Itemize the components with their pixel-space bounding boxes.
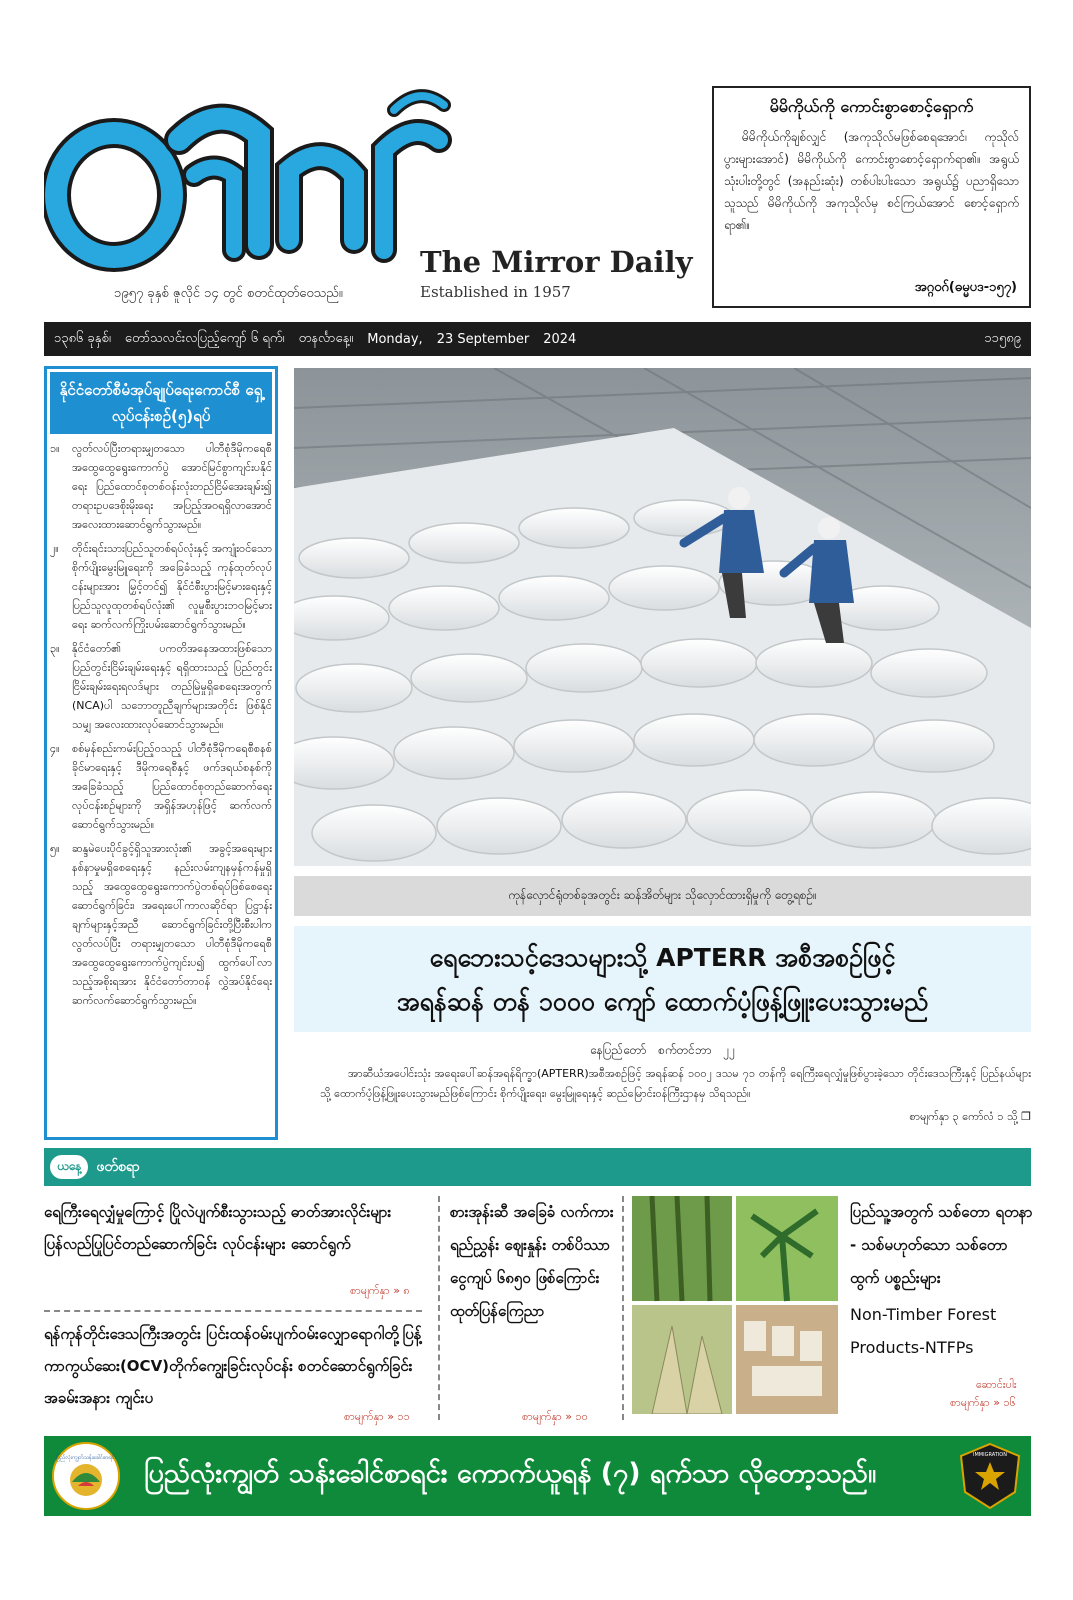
census-banner xyxy=(44,1436,1031,1516)
objectives-header: နိုင်ငံတော်စီမံအုပ်ချုပ်ရေးကောင်စီ ရှေ့လုပ်ငန်းစဉ်(၅)ရပ် xyxy=(50,372,272,434)
page-reference[interactable]: စာမျက်နှာ » ၁၆ xyxy=(950,1396,1016,1409)
objective-item xyxy=(50,539,272,634)
objective-number: ၅။ xyxy=(50,842,60,855)
date-bar xyxy=(44,322,1031,356)
census-emblem-icon xyxy=(52,1442,120,1510)
objectives-box xyxy=(44,366,278,1140)
headline-line-1: ရေဘေးသင့်ဒေသများသို့ APTERR အစီအစဉ်ဖြင့် xyxy=(429,943,896,972)
byline-place: နေပြည်တော် xyxy=(589,1043,647,1057)
objective-number: ၁။ xyxy=(50,442,60,455)
rice-warehouse-photo xyxy=(294,368,1031,866)
year-en: 2024 xyxy=(543,331,577,347)
objective-item xyxy=(50,739,272,834)
day-mm: တနင်္လာနေ့။ xyxy=(298,330,354,346)
objective-item xyxy=(50,639,272,734)
month-mm: တော်သလင်းလပြည့်ကျော် ၆ ရက်၊ xyxy=(124,330,285,346)
paper-title-en: The Mirror Daily xyxy=(420,245,693,279)
objective-number: ၃။ xyxy=(50,642,60,655)
index-story-ocv-vaccine[interactable]: ရန်ကုန်တိုင်းဒေသကြီးအတွင်း ပြင်းထန်ဝမ်းပျက်ဝမ်းလျှောရောဂါတို့ပြန့်ကာကွယ်ဆေး(OCV)တိုက်ကျွေးခြင်းလုပ်ငန်း စတင်ဆောင်ရွက်ခြင်းအခမ်းအနား ကျင်းပ xyxy=(44,1325,422,1407)
byline-date: စက်တင်ဘာ xyxy=(658,1043,712,1057)
today-badge: ယနေ့ xyxy=(50,1155,88,1179)
objective-item xyxy=(50,439,272,534)
dashed-divider xyxy=(44,1310,422,1312)
forest-products-collage xyxy=(632,1196,838,1414)
objective-text: တိုင်းရင်းသားပြည်သူတစ်ရပ်လုံးနှင့် အကျုံးဝင်သော စိုက်ပျိုးမွေးမြူရေးကို အခြေခံသည့် ကုန်ထုတ်လုပ်ငန်းများအား မြှင့်တင်၍ နိုင်ငံစီးပွားမြင့်မားရေးနှင့် ပြည်သူလူထုတစ်ရပ်လုံး၏ လူမှုစီးပွားဘဝမြင့်မားရေး ဆက်လက်ကြိုးပမ်းဆောင်ရွက်သွားမည်။ xyxy=(72,542,272,631)
motto-body: မိမိကိုယ်ကိုချစ်လျှင် (အကုသိုလ်မဖြစ်စေရအောင်၊ ကုသိုလ်ပွားများအောင်) မိမိကိုယ်ကို ကောင်းစွာစောင့်ရှောက်ရာ၏။ အရွယ်သုံးပါးတို့တွင် (အနည်းဆုံး) တစ်ပါးပါးသော အရွယ်၌ ပညာရှိသော သူသည် မိမိကိုယ်ကို အကုသိုလ်မှ စင်ကြယ်အောင် စောင့်ရှောက်ရာ၏။ xyxy=(724,130,1019,232)
index-bar xyxy=(44,1148,1031,1186)
dashed-divider xyxy=(622,1196,624,1420)
masthead xyxy=(44,80,693,320)
objective-number: ၂။ xyxy=(50,542,59,555)
continued-link[interactable]: စာမျက်နှာ ၃ ကော်လံ ၁ သို့ ❐ xyxy=(909,1110,1031,1123)
objective-text: စစ်မှန်စည်းကမ်းပြည့်ဝသည့် ပါတီစုံဒီမိုကရေစီစနစ် ခိုင်မာရေးနှင့် ဒီမိုကရေစီနှင့် ဖက်ဒရယ်စနစ်ကို အခြေခံသည့် ပြည်ထောင်စုတည်ဆောက်ရေးလုပ်ငန်းစဉ်များကို အရှိန်အဟုန်ဖြင့် ဆက်လက်ဆောင်ရွက်သွားမည်။ xyxy=(72,742,272,831)
index-label: ဖတ်စရာ xyxy=(96,1158,140,1175)
index-story-power-lines[interactable]: ရေကြီးရေလျှံမှုကြောင့် ပြိုလဲပျက်စီးသွားသည့် ဓာတ်အားလိုင်းများ ပြန်လည်ပြုပြင်တည်ဆောက်ခြင်း လုပ်ငန်းများ ဆောင်ရွက် xyxy=(44,1203,392,1253)
lead-paragraph: အာဆီယံအပေါင်းသုံး အရေးပေါ်ဆန်အရန်ရိက္ခာ(APTERR)အစီအစဉ်ဖြင့် အရန်ဆန် ၁၀၀၂ ဒသမ ၇၁ တန်ကို ရေကြီးရေလျှံမှုဖြစ်ပွားခဲ့သော တိုင်းဒေသကြီးနှင့် ပြည်နယ်များသို့ ထောက်ပံ့ဖြန့်ဖြူးပေးသွားမည်ဖြစ်ကြောင်း စိုက်ပျိုးရေး၊ မွေးမြူရေးနှင့် ဆည်မြောင်းဝန်ကြီးဌာနမှ သိရသည်။ xyxy=(320,1067,1031,1100)
motto-title: မိမိကိုယ်ကို ကောင်းစွာစောင့်ရှောက် xyxy=(769,97,974,116)
page-reference[interactable]: စာမျက်နှာ » ၈ xyxy=(350,1284,410,1297)
byline-day: ၂၂ xyxy=(723,1043,736,1057)
left-emblem-text: ပြည်လုံးကျွတ်သန်းခေါင်စာရင်း xyxy=(56,1455,116,1461)
page-reference[interactable]: စာမျက်နှာ » ၁၁ xyxy=(344,1410,410,1423)
established-en: Established in 1957 xyxy=(420,283,571,301)
immigration-emblem-icon xyxy=(957,1442,1023,1510)
right-emblem-text: IMMIGRATION xyxy=(973,1452,1007,1458)
headline-line-2: အရန်ဆန် တန် ၁၀၀၀ ကျော် ထောက်ပံ့ဖြန့်ဖြူးပေးသွားမည် xyxy=(396,987,929,1016)
dashed-divider xyxy=(438,1196,440,1420)
index-story-forest-products-en[interactable]: Non-Timber Forest Products-NTFPs xyxy=(850,1305,997,1357)
byline xyxy=(294,1042,1031,1060)
newspaper-logo xyxy=(44,80,464,280)
established-date-mm: ၁၉၅၇ ခုနှစ် ဇူလိုင် ၁၄ တွင် စတင်ထုတ်ဝေသည်။ xyxy=(114,286,343,301)
day-en: Monday, xyxy=(367,331,423,347)
motto-box xyxy=(712,86,1031,308)
index-story-palm-oil-price[interactable]: စားအုန်းဆီ အခြေခံ လက်ကားရည်ညွှန်း ဈေးနှုန်း တစ်ပိဿာ ငွေကျပ် ၆၈၅၀ ဖြစ်ကြောင်း ထုတ်ပြန်ကြေညာ xyxy=(450,1203,614,1320)
photo-caption: ကုန်လှောင်ရုံတစ်ခုအတွင်း ဆန်အိတ်များ သိုလှောင်ထားရှိမှုကို တွေ့ရစဉ်။ xyxy=(294,876,1031,916)
index-story-forest-products[interactable]: ပြည်သူ့အတွက် သစ်တော ရတနာ - သစ်မဟုတ်သော သစ်တောထွက် ပစ္စည်းများ xyxy=(850,1203,1033,1287)
banner-text: ပြည်လုံးကျွတ် သန်းခေါင်စာရင်း ကောက်ယူရန် (၇) ရက်သာ လိုတော့သည်။ xyxy=(144,1458,877,1489)
objective-number: ၄။ xyxy=(50,742,60,755)
lead-headline xyxy=(294,926,1031,1032)
issue-number: ၁၁၅၈၉ xyxy=(984,330,1021,346)
date-en: 23 September xyxy=(436,331,530,347)
motto-reference: အဂ္ဂ၀ဂ်(ဓမ္မပဒ-၁၅၇) xyxy=(914,280,1017,295)
article-label: ဆောင်းပါး xyxy=(976,1378,1017,1391)
warehouse-illustration xyxy=(294,368,1031,866)
logo-lettering xyxy=(56,96,444,257)
objective-text: နိုင်ငံတော်၏ ပကတိအနေအထားဖြစ်သော ပြည်တွင်းငြိမ်းချမ်းရေးနှင့် ရရှိထားသည့် ပြည်တွင်းငြိမ်းချမ်းရေးရလဒ်များ တည်မြဲမှုရှိစေရေးအတွက် (NCA)ပါ သဘောတူညီချက်များအတိုင်း ဖြစ်နိုင်သမျှ အလေးထားလုပ်ဆောင်သွားမည်။ xyxy=(72,642,272,731)
objective-item xyxy=(50,839,272,1010)
year-mm: ၁၃၈၆ ခုနှစ်၊ xyxy=(54,330,111,346)
page-reference[interactable]: စာမျက်နှာ » ၁၀ xyxy=(522,1410,588,1423)
objective-text: ဆန္ဒမဲပေးပိုင်ခွင့်ရှိသူအားလုံး၏ အခွင့်အရေးများ နစ်နာမှုမရှိစေရေးနှင့် နည်းလမ်းကျနမှန်ကန်မှုရှိသည့် အထွေထွေရွေးကောက်ပွဲတစ်ရပ်ဖြစ်စေရေး ဆောင်ရွက်ခြင်း၊ အရေးပေါ်ကာလဆိုင်ရာ ပြဋ္ဌာန်းချက်များနှင့်အညီ ဆောင်ရွက်ခြင်းတို့ပြီးစီးပါက လွတ်လပ်ပြီး တရားမျှတသော ပါတီစုံဒီမိုကရေစီ အထွေထွေရွေးကောက်ပွဲကျင်းပ၍ ထွက်ပေါ်လာသည့်အစိုးရအား နိုင်ငံတော်တာဝန် လွှဲအပ်နိုင်ရေး ဆက်လက်ဆောင်ရွက်သွားမည်။ xyxy=(72,842,272,1007)
objective-text: လွတ်လပ်ပြီးတရားမျှတသော ပါတီစုံဒီမိုကရေစီ အထွေထွေရွေးကောက်ပွဲ အောင်မြင်စွာကျင်းပနိုင်ရေး ပြည်ထောင်စုတစ်ဝန်းလုံးတည်ငြိမ်အေးချမ်း၍ တရားဥပဒေစိုးမိုးရေး အပြည့်အဝရရှိလာအောင် အလေးထားဆောင်ရွက်သွားမည်။ xyxy=(72,442,272,531)
